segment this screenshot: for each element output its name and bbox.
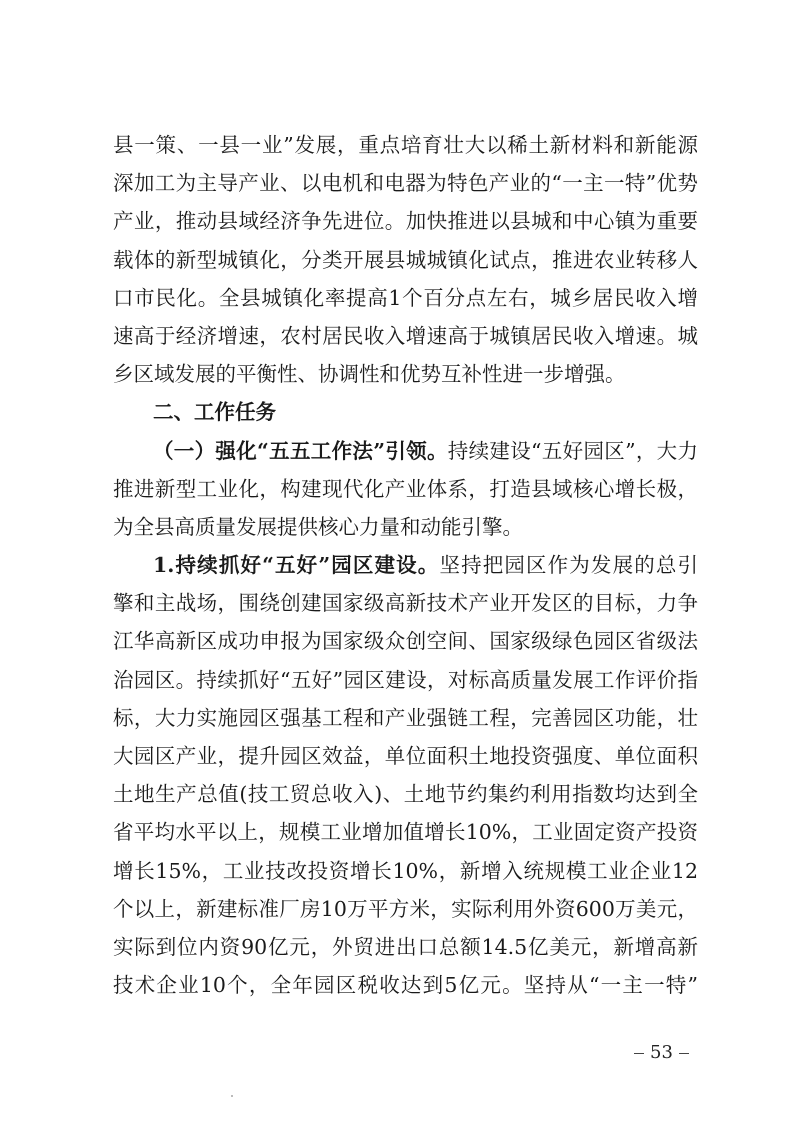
paragraph-line: 个以上，新建标准厂房10万平方米，实际利用外资600万美元，: [113, 896, 698, 921]
body-text: [113, 126, 698, 1004]
page-number-right-dash: [679, 1053, 689, 1054]
subsection-lead-line: [113, 432, 698, 470]
paragraph-line: 增长15%，工业技改投资增长10%，新增入统规模工业企业12: [113, 858, 698, 883]
paragraph-line: 深加工为主导产业、以电机和电器为特色产业的“一主一特”优势: [113, 171, 698, 196]
paragraph-line: 治园区。持续抓好“五好”园区建设，对标高质量发展工作评价指: [113, 667, 698, 692]
page-number-value: 53: [650, 1042, 673, 1063]
paragraph-line: 乡区域发展的平衡性、协调性和优势互补性进一步增强。: [113, 362, 626, 387]
paragraph-line: 擎和主战场，围绕创建国家级高新技术产业开发区的目标，力争: [113, 591, 698, 616]
paragraph-line: 标，大力实施园区强基工程和产业强链工程，完善园区功能，壮: [113, 705, 698, 730]
paragraph-line: 速高于经济增速，农村居民收入增速高于城镇居民收入增速。城: [113, 323, 698, 348]
paragraph-line: 载体的新型城镇化，分类开展县城城镇化试点，推进农业转移人: [113, 247, 698, 272]
section-heading: 二、工作任务: [153, 400, 276, 425]
paragraph-text: 坚持把园区作为发展的总引: [439, 553, 698, 578]
page-number-left-dash: [634, 1053, 644, 1054]
paragraph-line: 土地生产总值(技工贸总收入)、土地节约集约利用指数均达到全: [113, 782, 698, 807]
paragraph-line: 县一策、一县一业”发展，重点培育壮大以稀土新材料和新能源: [113, 133, 698, 157]
paragraph-line: 江华高新区成功申报为国家级众创空间、国家级绿色园区省级法: [113, 629, 698, 654]
paragraph-line: 为全县高质量发展提供核心力量和动能引擎。: [113, 514, 523, 539]
item-lead-line: [113, 546, 698, 584]
paragraph-line: 口市民化。全县城镇化率提高1个百分点左右，城乡居民收入增: [113, 285, 698, 310]
subsection-title: （一）强化“五五工作法”引领。: [153, 438, 448, 463]
paragraph-line: 推进新型工业化，构建现代化产业体系，打造县域核心增长极，: [113, 476, 698, 501]
paragraph-text: 持续建设“五好园区”，大力: [447, 438, 698, 463]
page-number: [628, 1041, 695, 1065]
paragraph-line: 产业，推动县域经济争先进位。加快推进以县城和中心镇为重要: [113, 209, 698, 234]
paragraph-line: 技术企业10个，全年园区税收达到5亿元。坚持从“一主一特”: [113, 973, 698, 998]
paragraph-line: 实际到位内资90亿元，外贸进出口总额14.5亿美元，新增高新: [113, 934, 698, 959]
paragraph-line: 大园区产业，提升园区效益，单位面积土地投资强度、单位面积: [113, 744, 698, 768]
paragraph-line: 省平均水平以上，规模工业增加值增长10%，工业固定资产投资: [113, 820, 698, 845]
item-title: 1.持续抓好“五好”园区建设。: [153, 553, 440, 578]
scan-speck: [231, 1095, 233, 1097]
